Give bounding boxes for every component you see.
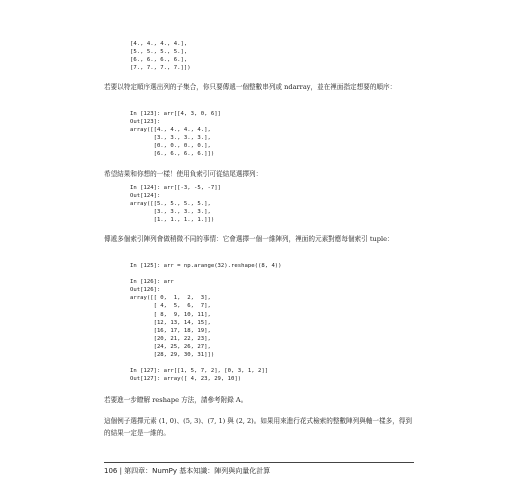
paragraph: 希望結果和你想的一樣！使用負索引可從結尾選擇列：	[104, 170, 263, 178]
code-block: In [125]: arr = np.arange(32).reshape((8, 4)) In [126]: arr Out[126]: array([[ 0, 1, 2, 3], [ 4, 5, 6, 7], [ 8, 9, 10, 11], [12, 13, 14, 15], [16, 17, 18, 19], [20, 21, 22, 23], [24, 25, 26, 27], [28, 29, 30, 31]]) In [127]: arr[[1, 5, 7, 2], [0, 3, 1, 2]] Out[127]: array([ 4, 23, 29, 10])	[130, 263, 282, 383]
code-block: In [123]: arr[[4, 3, 0, 6]] Out[123]: array([[4., 4., 4., 4.], [3., 3., 3., 3.], [0., 0., 0., 0.], [6., 6., 6., 6.]])	[130, 111, 221, 158]
paragraph: 若要進一步瞭解 reshape 方法，請參考附錄 A。	[104, 396, 248, 404]
paragraph: 若要以特定順序選出列的子集合，你只要傳遞一個整數串列或 ndarray，並在裡面指定想要的順序：	[104, 83, 397, 91]
code-block: In [124]: arr[[-3, -5, -7]] Out[124]: array([[5., 5., 5., 5.], [3., 3., 3., 3.], [1., 1., 1., 1.]])	[130, 185, 221, 224]
page-footer: 106 | 第四章：NumPy 基本知識：陣列與向量化計算	[104, 467, 271, 475]
paragraph: 傳遞多個索引陣列會做稍微不同的事情：它會選擇一個一維陣列，裡面的元素對應每個索引 tuple：	[104, 235, 394, 243]
paragraph: 這個例子選擇元素 (1, 0)、(5, 3)、(7, 1) 與 (2, 2)。如果用來進行花式檢索的整數陣列與軸一樣多，得到的結果一定是一維的。	[104, 417, 412, 437]
footer-rule	[104, 462, 414, 463]
code-block: [4., 4., 4., 4.], [5., 5., 5., 5.], [6., 6., 6., 6.], [7., 7., 7., 7.]])	[130, 41, 191, 72]
